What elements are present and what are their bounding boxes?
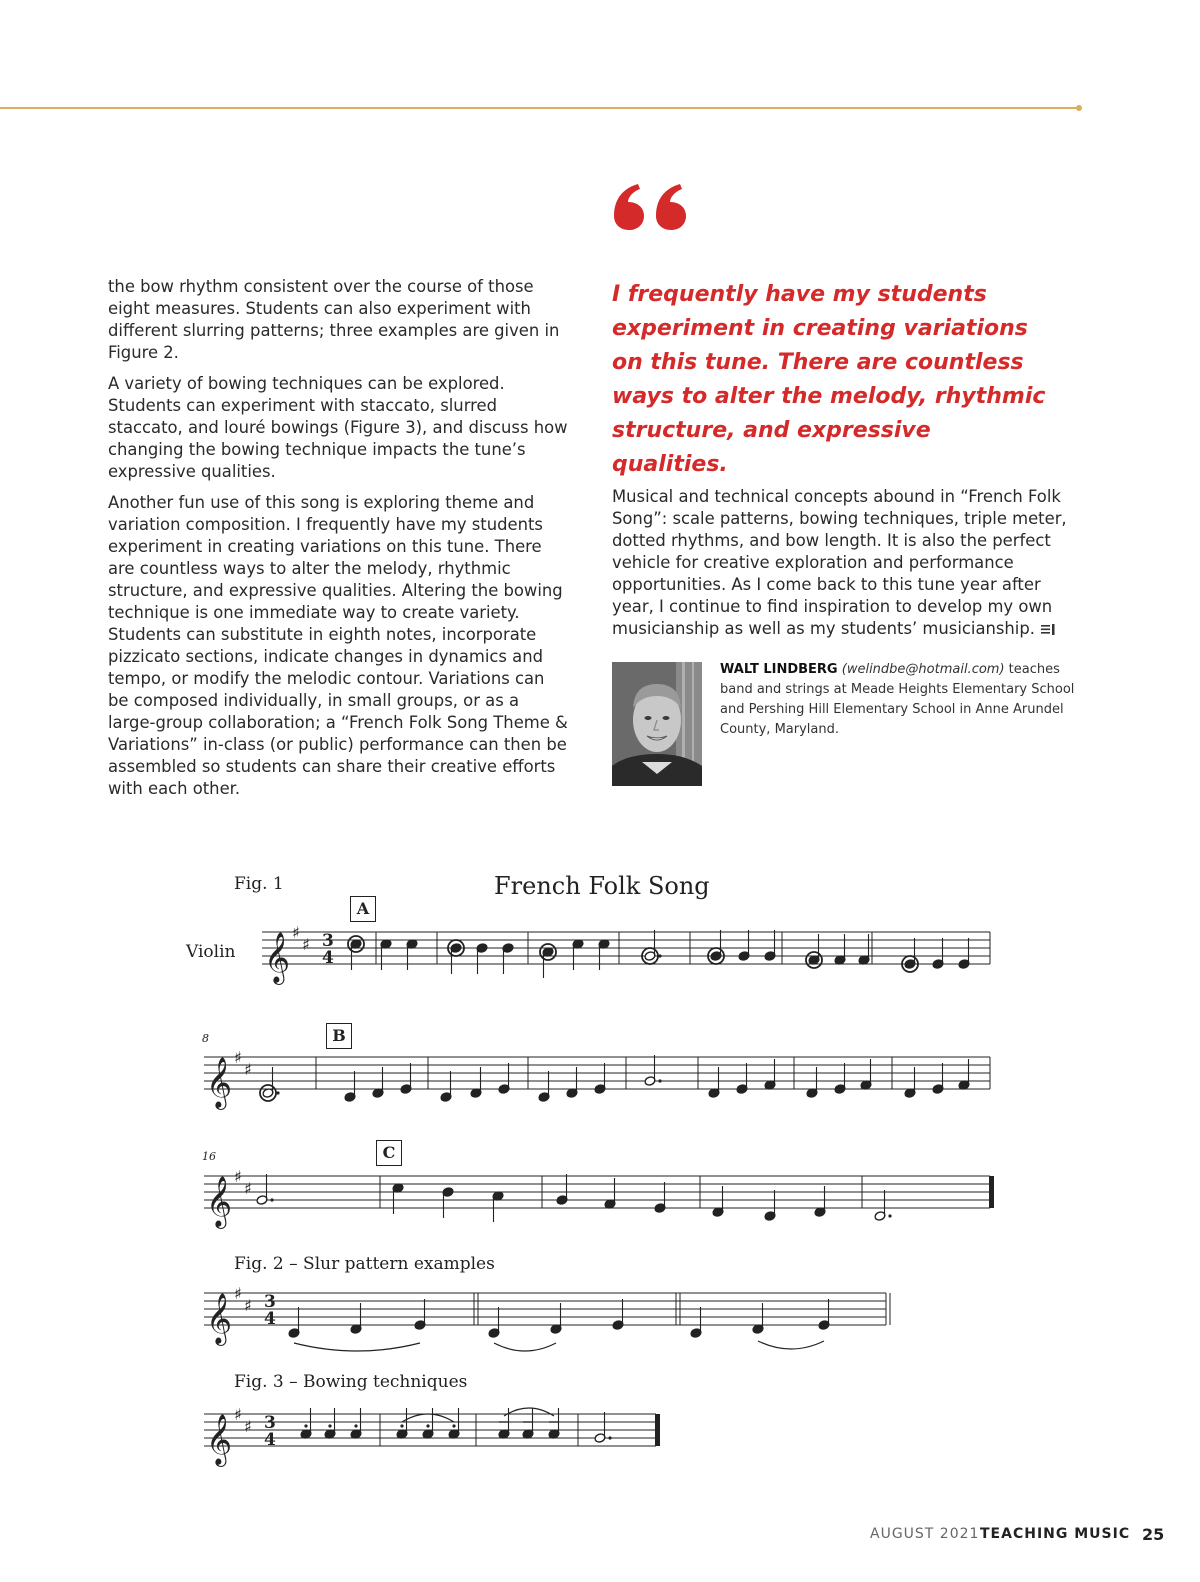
closing-paragraph-text: Musical and technical concepts abound in “French Folk Song”: scale patterns, bowing techniques, triple meter, dotted rhythms, and bow length. It is also the perfect vehicle for creative exploration and performance opportunities. As I come back to this tune year after year, I continue to find inspiration to develop my own musicianship as well as my students’ musicianship. (612, 487, 1067, 638)
staff-system-3 (204, 1167, 994, 1229)
staff-system-1 (262, 923, 990, 985)
figure-1-label: Fig. 1 (234, 874, 284, 894)
final-barline (655, 1414, 660, 1446)
issue-date: AUGUST 2021 (870, 1526, 980, 1542)
slur (494, 1343, 556, 1351)
slur (758, 1341, 824, 1349)
slur (504, 1408, 554, 1416)
sharp-icon: ♯ (234, 1405, 242, 1424)
score-title: French Folk Song (494, 872, 710, 900)
time-signature: 4 (264, 1309, 276, 1329)
author-photo (612, 662, 702, 786)
measure-number: 8 (202, 1032, 209, 1045)
pull-quote: I frequently have my students experiment in creating variations on this tune. There are countless ways to alter the melody, rhythmic structure, and expressive qualities. (612, 282, 1046, 477)
rehearsal-mark-b: B (326, 1023, 352, 1049)
treble-clef-icon: 𝄞 (206, 1414, 233, 1465)
sharp-icon: ♯ (244, 1296, 252, 1315)
page-footer (0, 1526, 1200, 1546)
instrument-label: Violin (186, 942, 236, 962)
final-barline (989, 1176, 994, 1208)
author-bio-text: teaches band and strings at Meade Heights Elementary School and Pershing Hill Elementary School in Anne Arundel County, Maryland. (720, 662, 1075, 737)
treble-clef-icon: 𝄞 (206, 1057, 233, 1108)
rehearsal-mark-a: A (350, 896, 376, 922)
sharp-icon: ♯ (234, 1284, 242, 1303)
time-signature: 4 (264, 1430, 276, 1450)
quote-icon (610, 180, 692, 234)
magazine-name: TEACHING MUSIC (980, 1526, 1131, 1542)
staff-figure-3 (204, 1405, 660, 1467)
figure-3-label: Fig. 3 – Bowing techniques (234, 1372, 468, 1392)
time-signature: 4 (322, 948, 334, 968)
time-signature: 3 (264, 1292, 276, 1312)
slur (294, 1343, 420, 1351)
body-paragraph: A variety of bowing techniques can be explored. Students can experiment with staccato, slurred staccato, and louré bowings (Figure 3), and discuss how changing the bowing technique impacts the tune’s expressive qualities. (108, 374, 568, 481)
music-notation (0, 850, 1200, 1470)
treble-clef-icon: 𝄞 (206, 1293, 233, 1344)
staff-figure-2 (204, 1284, 890, 1351)
sharp-icon: ♯ (234, 1048, 242, 1067)
time-signature: 3 (322, 931, 334, 951)
rehearsal-mark-c: C (376, 1140, 402, 1166)
body-column-right (612, 486, 1074, 640)
body-column-left (108, 276, 570, 809)
treble-clef-icon: 𝄞 (206, 1176, 233, 1227)
author-bio (720, 660, 1080, 740)
body-paragraph (612, 486, 1074, 640)
body-paragraph: Another fun use of this song is exploring theme and variation composition. I frequently have my students experiment in creating variations on this tune. There are countless ways to alter the melody, rhythmic structure, and expressive qualities. Altering the bowing technique is one immediate way to create variety. Students can substitute in eighth notes, incorporate pizzicato sections, indicate changes in dynamics and tempo, or modify the melodic contour. Variations can be composed individually, in small groups, or as a large-group collaboration; a “French Folk Song Theme & Variations” in-class (or public) performance can then be assembled so students can share their creative efforts with each other. (108, 493, 568, 798)
treble-clef-icon: 𝄞 (264, 932, 291, 983)
sharp-icon: ♯ (302, 935, 310, 954)
staff-system-2 (204, 1048, 990, 1110)
sharp-icon: ♯ (244, 1417, 252, 1436)
page-number: 25 (1142, 1525, 1165, 1544)
time-signature: 3 (264, 1413, 276, 1433)
header-rule (0, 107, 1078, 109)
author-name: WALT LINDBERG (720, 662, 838, 677)
measure-number: 16 (202, 1150, 216, 1163)
sharp-icon: ♯ (292, 923, 300, 942)
sharp-icon: ♯ (234, 1167, 242, 1186)
figure-2-label: Fig. 2 – Slur pattern examples (234, 1254, 495, 1274)
sharp-icon: ♯ (244, 1060, 252, 1079)
slur (402, 1414, 454, 1422)
end-of-article-icon (1041, 624, 1055, 636)
header-rule-dot (1076, 105, 1082, 111)
sharp-icon: ♯ (244, 1179, 252, 1198)
body-paragraph: the bow rhythm consistent over the course of those eight measures. Students can also experiment with different slurring patterns; three examples are given in Figure 2. (108, 277, 560, 362)
author-email: (welindbe@hotmail.com) (841, 662, 1005, 677)
